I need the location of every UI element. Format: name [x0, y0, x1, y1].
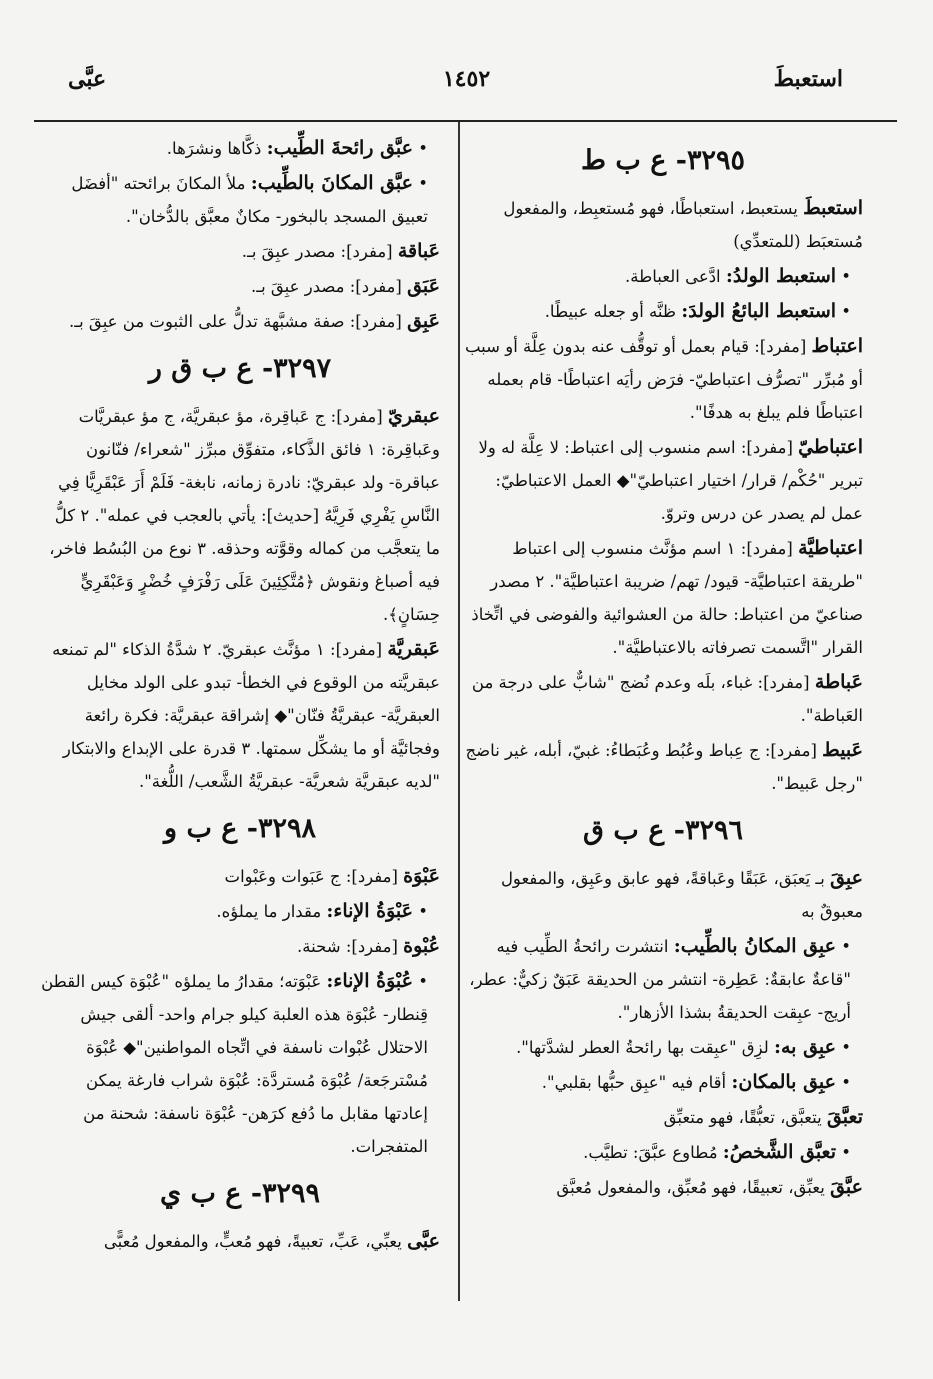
headword: استعبط البائعُ الولدَ:: [681, 300, 837, 322]
root-heading: ٣٢٩٦- ع ب ق: [583, 815, 743, 846]
definition: [مفرد]: ١ مؤنَّث عبقريّ. ٢ شدَّةُ الذكاء "لم تمنعه عبقريَّته من الوقوع في الخطأ- تبدو على الولد مخايل العبقريَّة- عبقريَّةُ فنّان"◆ إشراقة عبقريَّة: فكرة رائعة وفجائيَّة أو ما يشكِّل سمتها. ٣ قدرة على الإبداع والابتكار "لديه عبقريَّة شعريَّة- عبقريَّةُ الشَّعب/ اللُّغة".: [52, 640, 440, 791]
headword: عَبيط: [822, 739, 863, 761]
definition: مقدار ما يملؤه.: [216, 902, 327, 921]
root-heading: ٣٢٩٨- ع ب و: [164, 813, 316, 844]
headword: اعتباط: [811, 335, 863, 357]
headword: عبقريّ: [387, 405, 440, 427]
sense-bullet: [40, 132, 440, 165]
dictionary-entry: [463, 734, 863, 800]
definition: انتشرت رائحةُ الطِّيب فيه "قاعةٌ عابقةٌ: عَطِرة- انتشر من الحديقة عَبَقٌ زكيٌّ: عطر، أريج- عبِقت الحديقةُ بشذا الأزهار".: [469, 937, 851, 1022]
headword: عَبَق: [407, 275, 440, 297]
definition: [مفرد]: ج عِباط وعُبُط وعُبَطاءُ: غبيّ، أبله، غير ناضج "رجل عَبيط".: [465, 741, 863, 793]
sense-bullet: [463, 260, 863, 293]
header-rule: [34, 120, 897, 122]
dictionary-entry: [463, 862, 863, 928]
dictionary-entry: [463, 431, 863, 530]
sense-bullet: [463, 1136, 863, 1169]
definition: يعبِّي، عَبِّ، تعبيةً، فهو مُعبٍّ، والمفعول مُعبًّى: [103, 1232, 408, 1251]
definition: عَبْوَته؛ مقدارُ ما يملؤه "عُبْوَة كيس القطن قِنطار- عُبْوَة هذه العلبة كيلو جرام واحد- ألقى جيش الاحتلال عُبْوات ناسفة في اتِّجاه المواطنين"◆ عُبْوَة مُسْترجَعة/ عُبْوَة مُستردَّة: عُبْوَة شراب فارغة يمكن إعادتها مقابل ما دُفع كرَهن- عُبْوَة ناسفة: شحنة من المتفجرات.: [41, 972, 428, 1156]
headword: عبِق به:: [773, 1036, 837, 1058]
definition: ادَّعى العباطة.: [625, 267, 726, 286]
definition: [مفرد]: شحنة.: [297, 937, 404, 956]
dictionary-entry: [463, 532, 863, 664]
definition: [مفرد]: غباء، بلَه وعدم نُضج "شابٌّ على درجة من العَباطة".: [471, 673, 863, 725]
headword: استعبط الولدُ:: [725, 265, 837, 287]
definition: مُطاوع عبَّقَ: تطيَّب.: [583, 1143, 723, 1162]
dictionary-entry: [40, 860, 440, 893]
dictionary-entry: [463, 666, 863, 732]
definition: [مفرد]: صفة مشبَّهة تدلُّ على الثبوت من عبِقَ بـ.: [69, 312, 408, 331]
headword: استعبطَ: [803, 197, 863, 219]
headword: عبِق بالمكان:: [731, 1071, 837, 1093]
definition: [مفرد]: اسم منسوب إلى اعتباط: لا عِلَّة له ولا تبرير "حُكْم/ قرار/ اختيار اعتباطيّ"◆ العمل الاعتباطيّ: عمل لم يصدر عن درس وتروّ.: [478, 438, 863, 523]
header-right-word: استعبطَ: [773, 66, 843, 92]
root-heading: ٣٢٩٩- ع ب ي: [159, 1178, 321, 1209]
definition: بـ يَعبَق، عَبَقًا وعَباقةً، فهو عابق وعَبِق، والمفعول معبوقٌ به: [500, 869, 863, 921]
definition: لزِق "عبِقت بها رائحةُ العطر لشدَّتها".: [516, 1038, 774, 1057]
headword: عبَّق رائحةَ الطِّيب:: [266, 137, 414, 159]
dictionary-entry: [40, 235, 440, 268]
headword: عَباقة: [397, 240, 440, 262]
dictionary-entry: [40, 400, 440, 631]
dictionary-entry: [463, 330, 863, 429]
dictionary-entry: [40, 930, 440, 963]
headword: تعبَّقَ: [826, 1106, 863, 1128]
column-separator: [458, 122, 460, 1301]
headword: اعتباطيّ: [798, 436, 863, 458]
headword: عبِق المكانُ بالطِّيب:: [673, 935, 837, 957]
dictionary-entry: [463, 1171, 863, 1204]
definition: ظنَّه أو جعله عبيطًا.: [544, 302, 682, 321]
right-column: [463, 130, 863, 1206]
definition: [مفرد]: ج عَبَوات وعَبْوات: [224, 867, 404, 886]
dictionary-entry: [463, 192, 863, 258]
page-header: [30, 58, 903, 114]
header-left-word: عبَّى: [68, 66, 107, 92]
dictionary-entry: [40, 633, 440, 798]
definition: يتعبَّق، تعبُّقًا، فهو متعبِّق: [663, 1108, 827, 1127]
headword: عَبِق: [407, 310, 440, 332]
sense-bullet: [40, 895, 440, 928]
sense-bullet: [40, 965, 440, 1163]
headword: عبَّقَ: [830, 1176, 863, 1198]
sense-bullet: [463, 1031, 863, 1064]
dictionary-entry: [463, 1101, 863, 1134]
headword: عَباطة: [814, 671, 863, 693]
definition: ذكَّاها ونشرَها.: [166, 139, 267, 158]
left-column: [40, 130, 440, 1260]
dictionary-entry: [40, 270, 440, 303]
sense-bullet: [40, 167, 440, 233]
definition: [مفرد]: قيام بعمل أو توقُّف عنه بدون عِلَّة أو سبب أو مُبرِّر "تصرُّف اعتباطيّ- فرَض رأيَه اعتباطًا- قام بعمله اعتباطًا فلم يبلغ به هدفًا".: [464, 337, 863, 422]
headword: عبِقَ: [830, 867, 863, 889]
headword: عبَّى: [407, 1230, 440, 1252]
definition: يعبِّق، تعبيقًا، فهو مُعبِّق، والمفعول مُعبَّق: [556, 1178, 831, 1197]
root-heading: ٣٢٩٥- ع ب ط: [581, 145, 745, 176]
headword: عَبْوَةُ الإناء:: [326, 900, 414, 922]
headword: اعتباطيَّة: [798, 537, 863, 559]
sense-bullet: [463, 295, 863, 328]
root-heading: ٣٢٩٧- ع ب ق ر: [148, 353, 332, 384]
page-number: ١٤٥٢: [442, 66, 491, 92]
headword: عُبْوة: [403, 935, 440, 957]
dictionary-entry: [40, 305, 440, 338]
headword: عَبقريَّة: [387, 638, 440, 660]
definition: [مفرد]: ١ اسم مؤنَّث منسوب إلى اعتباط "طريقة اعتباطيَّة- قيود/ تهم/ ضريبة اعتباطيَّة". ٢ مصدر صناعيّ من اعتباط: حالة من العشوائية والفوضى في اتِّخاذ القرار "اتَّسمت تصرفاته بالاعتباطيَّة".: [471, 539, 863, 657]
definition: [مفرد]: مصدر عبِقَ بـ.: [241, 242, 398, 261]
headword: عبَّق المكانَ بالطِّيب:: [250, 172, 414, 194]
dictionary-entry: [40, 1225, 440, 1258]
headword: عُبْوَةُ الإناء:: [326, 970, 414, 992]
sense-bullet: [463, 930, 863, 1029]
definition: أقام فيه "عبِق حبُّها بقلبي".: [541, 1073, 732, 1092]
sense-bullet: [463, 1066, 863, 1099]
definition: ملأ المكانَ برائحته "أفضَل تعبيق المسجد بالبخور- مكانٌ معبَّق بالدُّخان".: [71, 174, 428, 226]
definition: [مفرد]: ج عَباقِرة، مؤ عبقريَّة، ج مؤ عبقريَّات وعَباقِرة: ١ فائق الذَّكاء، متفوِّق مبرِّز "شعراء/ فنّانون عباقرة- ولد عبقريّ: نادرة زمانه، نابغة- فَلَمْ أَرَ عَبْقَرِيًّا فِي النَّاسِ يَفْرِي فَرِيَّهُ [حديث]: يأتي بالعجب في عمله". ٢ كلُّ ما يتعجَّب من كماله وقوَّته وحذقه. ٣ نوع من البُسُط فاخر، فيه أصباغ ونقوش ﴿مُتَّكِئِينَ عَلَى رَفْرَفٍ خُضْرٍ وَعَبْقَرِيٍّ حِسَانٍ﴾.: [49, 407, 440, 624]
definition: يستعبط، استعباطًا، فهو مُستعبِط، والمفعول مُستعبَط (للمتعدِّي): [503, 199, 863, 251]
headword: تعبَّق الشَّخصُ:: [722, 1141, 837, 1163]
headword: عَبْوَة: [403, 865, 440, 887]
definition: [مفرد]: مصدر عبِقَ بـ.: [250, 277, 408, 296]
